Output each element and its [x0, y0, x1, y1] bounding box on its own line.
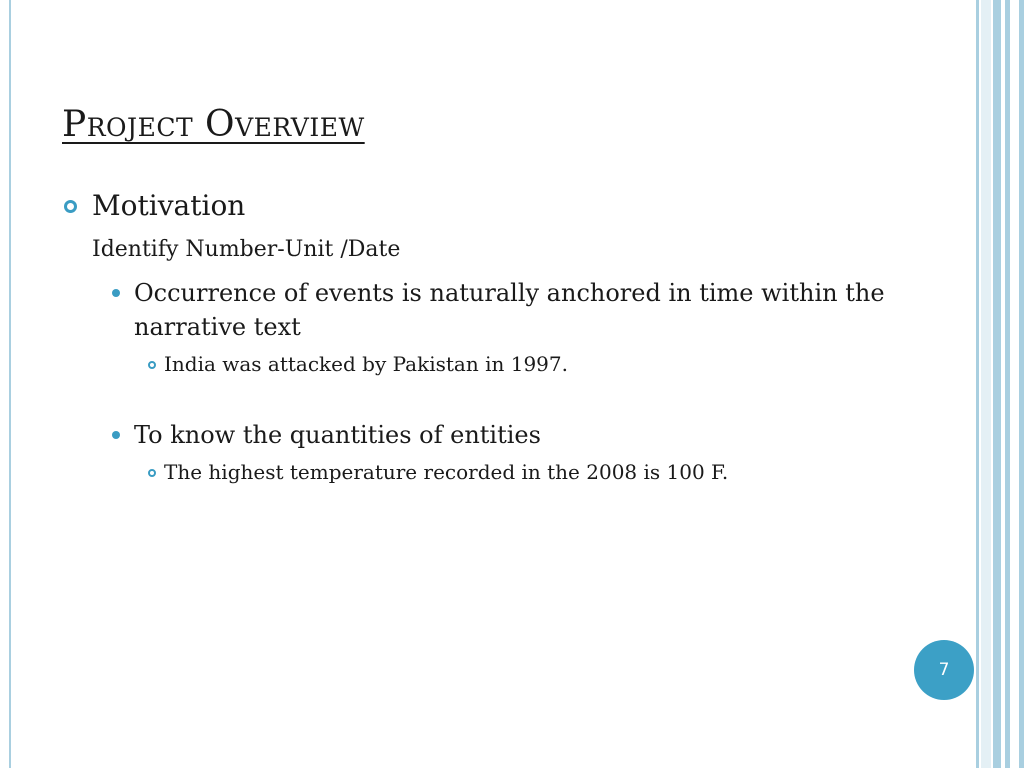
bullet-level3 — [62, 458, 942, 486]
bullet-text: Occurrence of events is naturally anchored in time within the narrative text — [134, 279, 885, 341]
ring-bullet-icon — [148, 469, 156, 477]
bullet-text: India was attacked by Pakistan in 1997. — [164, 352, 568, 376]
right-decorative-stripes — [976, 0, 1024, 768]
slide-body — [62, 186, 942, 486]
subheading: Identify Number-Unit /Date — [92, 237, 401, 262]
bullet-level2 — [62, 276, 942, 344]
dot-bullet-icon — [112, 431, 120, 439]
bullet-text: The highest temperature recorded in the 2008 is 100 F. — [164, 460, 729, 484]
page-number-badge: 7 — [914, 640, 974, 700]
ring-bullet-icon — [64, 200, 77, 213]
bullet-level2 — [62, 418, 942, 452]
left-border-line — [9, 0, 11, 768]
bullet-text: Motivation — [92, 189, 246, 222]
dot-bullet-icon — [112, 289, 120, 297]
bullet-text: To know the quantities of entities — [134, 421, 541, 449]
ring-bullet-icon — [148, 361, 156, 369]
bullet-level3 — [62, 350, 942, 378]
bullet-level1 — [62, 186, 942, 226]
slide-title: Project Overview — [62, 104, 365, 145]
